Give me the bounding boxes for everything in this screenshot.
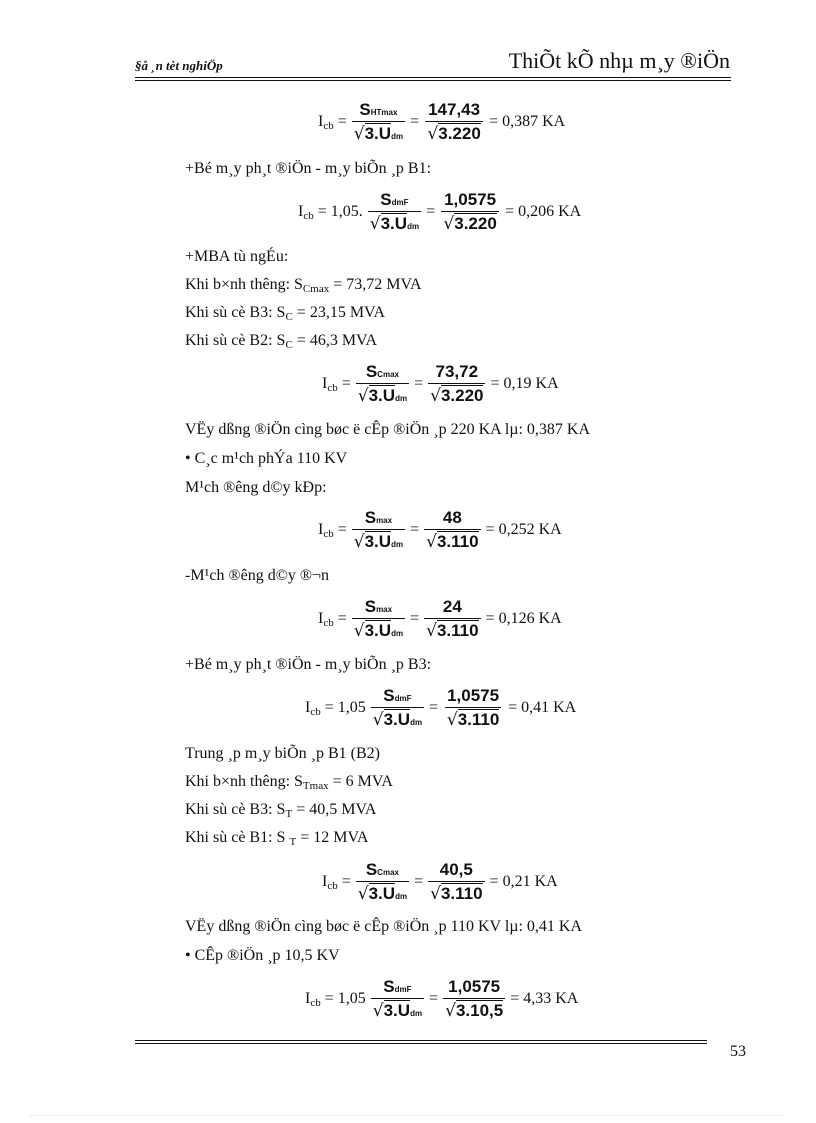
text-line: • C¸c m¹ch phÝa 110 KV — [185, 450, 348, 467]
fraction-denominator: √3.Udm — [352, 618, 405, 641]
fraction-symbolic — [371, 977, 424, 1021]
header-rule — [135, 77, 731, 78]
text-line: +Bé m¸y ph¸t ®iÖn - m¸y biÕn ¸p B3: — [185, 656, 432, 673]
text-line: +MBA tù ngÉu: — [185, 248, 289, 265]
fraction-denominator: √3.Udm — [356, 383, 409, 406]
fraction-denominator: √3.Udm — [371, 998, 424, 1021]
text-part: = 40,5 MVA — [292, 801, 377, 818]
fraction-numerator: 147,43 — [428, 100, 481, 119]
equation — [322, 362, 559, 406]
eq-result: = 0,387 KA — [489, 113, 566, 130]
eq-prefix: = — [337, 113, 347, 130]
fraction-numerator: 40,5 — [439, 860, 473, 879]
text-line: +Bé m¸y ph¸t ®iÖn - m¸y biÕn ¸p B1: — [185, 160, 432, 177]
text-line: -M¹ch ®êng d©y ®¬n — [185, 567, 330, 584]
eq-prefix: = — [341, 375, 351, 392]
sqrt-icon: √ — [426, 532, 437, 552]
fraction-denominator: √3.110 — [424, 529, 480, 552]
text-part: = 12 MVA — [296, 829, 369, 846]
eq-sign: = — [414, 873, 424, 890]
sqrt-icon: √ — [372, 1001, 384, 1021]
equation — [298, 190, 581, 234]
eq-result: = 0,206 KA — [505, 203, 582, 220]
text-part: Khi b×nh thêng: S — [185, 773, 303, 790]
fraction-numeric — [428, 860, 484, 904]
fraction-denominator: √3.220 — [428, 383, 485, 406]
fraction-denominator: √3.110 — [428, 881, 484, 904]
eq-lhs: $I_{cb}$ — [318, 112, 334, 132]
text-line: • CÊp ®iÖn ¸p 10,5 KV — [185, 947, 340, 964]
text-line: VËy dßng ®iÖn cìng bøc ë cÊp ®iÖn ¸p 110 KV lµ: 0,41 KA — [185, 918, 583, 935]
fraction-numeric — [424, 597, 480, 641]
eq-lhs: $I_{cb}$ — [318, 520, 334, 540]
eq-result: = 0,21 KA — [489, 873, 558, 890]
eq-lhs: $I_{cb}$ — [305, 989, 321, 1009]
fraction-numerator: 1,0575 — [448, 977, 501, 996]
text-part: Khi sù cè B2: S — [185, 332, 286, 349]
eq-prefix: = — [337, 521, 347, 538]
fraction-symbolic — [356, 362, 409, 406]
eq-prefix: = 1,05. — [317, 203, 363, 220]
eq-prefix: = — [341, 873, 351, 890]
text-line — [185, 276, 422, 295]
equation — [318, 100, 565, 144]
text-line — [185, 304, 385, 323]
subscript: T — [289, 836, 297, 848]
eq-sign: = — [410, 521, 420, 538]
subscript: C — [285, 311, 293, 323]
sqrt-icon: √ — [430, 884, 441, 904]
sqrt-icon: √ — [372, 710, 384, 730]
fraction-numerator: SdmF — [380, 190, 409, 209]
eq-result: = 0,19 KA — [490, 375, 559, 392]
fraction-symbolic — [352, 508, 405, 552]
fraction-numerator: 48 — [442, 508, 462, 527]
eq-sign: = — [410, 113, 420, 130]
fraction-denominator: √3.110 — [424, 618, 480, 641]
fraction-numerator: SdmF — [383, 686, 412, 705]
eq-lhs: $I_{cb}$ — [318, 609, 334, 629]
fraction-numeric — [443, 977, 505, 1021]
eq-sign: = — [429, 699, 439, 716]
text-line — [185, 801, 376, 820]
subscript: C — [285, 339, 293, 351]
eq-lhs: $I_{cb}$ — [322, 872, 338, 892]
fraction-symbolic — [352, 100, 405, 144]
eq-sign: = — [429, 990, 439, 1007]
eq-sign: = — [426, 203, 436, 220]
fraction-denominator: √3.Udm — [352, 121, 405, 144]
fraction-numeric — [440, 190, 500, 234]
text-line: Trung ¸p m¸y biÕn ¸p B1 (B2) — [185, 745, 380, 762]
sqrt-icon: √ — [426, 621, 437, 641]
equation — [305, 686, 576, 730]
header-left: §å ¸n tèt nghiÖp — [135, 58, 223, 73]
fraction-numerator: 1,0575 — [447, 686, 500, 705]
fraction-numerator: SdmF — [383, 977, 412, 996]
header-rule-2 — [135, 80, 731, 81]
fraction-numerator: SHTmax — [359, 100, 398, 119]
text-line — [185, 829, 368, 848]
eq-result: = 0,41 KA — [508, 699, 577, 716]
text-part: = 6 MVA — [328, 773, 393, 790]
fraction-denominator: √3.10,5 — [443, 998, 505, 1021]
sqrt-icon: √ — [353, 621, 365, 641]
eq-prefix: = — [337, 610, 347, 627]
fraction-numeric — [424, 508, 480, 552]
text-line: VËy dßng ®iÖn cìng bøc ë cÊp ®iÖn ¸p 220 KA lµ: 0,387 KA — [185, 421, 591, 438]
text-line: M¹ch ®êng d©y kÐp: — [185, 479, 327, 496]
sqrt-icon: √ — [353, 124, 365, 144]
sqrt-icon: √ — [446, 710, 458, 730]
header-title: ThiÕt kÕ nhµ m¸y ®iÖn — [508, 48, 730, 73]
fraction-numerator: Smax — [364, 508, 393, 527]
sqrt-icon: √ — [445, 1001, 456, 1021]
text-part: Khi sù cè B3: S — [185, 304, 286, 321]
subscript: T — [285, 808, 293, 820]
eq-result: = 0,252 KA — [485, 521, 562, 538]
fraction-numerator: 73,72 — [435, 362, 479, 381]
fraction-numerator: Smax — [364, 597, 393, 616]
fraction-denominator: √3.220 — [425, 121, 482, 144]
fraction-denominator: √3.Udm — [368, 211, 421, 234]
equation — [305, 977, 578, 1021]
eq-sign: = — [410, 610, 420, 627]
text-part: Khi b×nh thêng: S — [185, 276, 303, 293]
text-part: = 73,72 MVA — [329, 276, 422, 293]
fraction-symbolic — [371, 686, 424, 730]
eq-prefix: = 1,05 — [324, 990, 366, 1007]
sqrt-icon: √ — [430, 386, 441, 406]
sqrt-icon: √ — [353, 532, 365, 552]
sqrt-icon: √ — [427, 124, 439, 144]
fraction-symbolic — [368, 190, 421, 234]
text-part: = 23,15 MVA — [292, 304, 386, 321]
subscript: Tmax — [302, 780, 329, 792]
text-line — [185, 332, 377, 351]
eq-result: = 0,126 KA — [485, 610, 562, 627]
text-part: Khi sù cè B1: S — [185, 829, 290, 846]
equation — [318, 597, 562, 641]
page-number: 53 — [730, 1043, 746, 1060]
eq-sign: = — [414, 375, 424, 392]
text-part: Khi sù cè B3: S — [185, 801, 286, 818]
sqrt-icon: √ — [357, 386, 369, 406]
fraction-denominator: √3.110 — [445, 707, 501, 730]
fraction-numerator: SCmax — [365, 860, 399, 879]
sqrt-icon: √ — [369, 214, 381, 234]
eq-prefix: = 1,05 — [324, 699, 366, 716]
sqrt-icon: √ — [357, 884, 369, 904]
subscript: Cmax — [302, 283, 330, 295]
eq-lhs: $I_{cb}$ — [298, 202, 314, 222]
eq-lhs: $I_{cb}$ — [322, 374, 338, 394]
equation — [322, 860, 558, 904]
fraction-symbolic — [352, 597, 405, 641]
footer-rule — [135, 1040, 707, 1041]
fraction-denominator: √3.Udm — [356, 881, 409, 904]
fraction-numerator: SCmax — [365, 362, 399, 381]
fraction-numeric — [428, 362, 485, 406]
page-edge — [30, 1115, 786, 1116]
fraction-denominator: √3.Udm — [352, 529, 405, 552]
fraction-numerator: 1,0575 — [444, 190, 497, 209]
fraction-numeric — [443, 686, 503, 730]
fraction-numeric — [424, 100, 484, 144]
footer-rule-2 — [135, 1043, 707, 1044]
fraction-denominator: √3.220 — [441, 211, 498, 234]
text-line — [185, 773, 393, 792]
eq-lhs: $I_{cb}$ — [305, 698, 321, 718]
fraction-numerator: 24 — [442, 597, 462, 616]
fraction-symbolic — [356, 860, 409, 904]
eq-result: = 4,33 KA — [510, 990, 579, 1007]
sqrt-icon: √ — [443, 214, 455, 234]
fraction-denominator: √3.Udm — [371, 707, 424, 730]
equation — [318, 508, 562, 552]
text-part: = 46,3 MVA — [292, 332, 378, 349]
